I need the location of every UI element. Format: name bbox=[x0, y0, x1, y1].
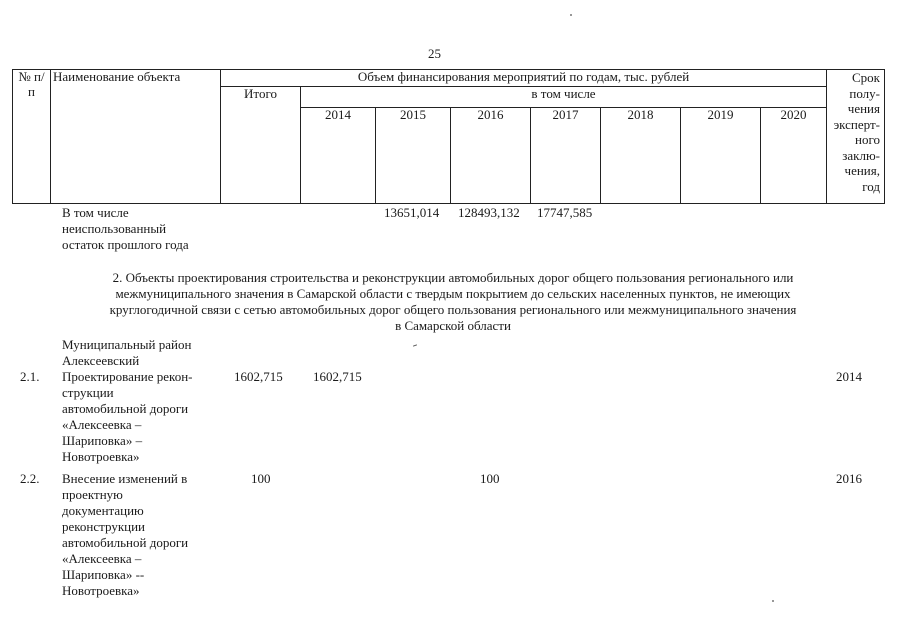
header-year-2018: 2018 bbox=[601, 108, 681, 204]
unused-remainder-label: В том числе неиспользованный остаток прошлого года bbox=[62, 205, 189, 252]
header-financing: Объем финансирования мероприятий по годам, тыс. рублей bbox=[221, 70, 827, 87]
row-num: 2.2. bbox=[20, 471, 40, 486]
scan-mark bbox=[413, 344, 417, 346]
header-num: № п/п bbox=[13, 70, 51, 204]
header-table bbox=[12, 69, 885, 204]
header-year-2016: 2016 bbox=[451, 108, 531, 204]
header-year-2014: 2014 bbox=[301, 108, 376, 204]
row-name: Проектирование рекон- струкции автомобильной дороги «Алексеевка – Шариповка» – Новотроевка» bbox=[62, 369, 193, 464]
row-value-2016: 100 bbox=[480, 471, 500, 486]
row-total: 1602,715 bbox=[234, 369, 283, 384]
district-label: Муниципальный район Алексеевский bbox=[62, 337, 192, 368]
scan-speck bbox=[570, 14, 572, 16]
unused-remainder-2017: 17747,585 bbox=[537, 205, 593, 220]
row-total: 100 bbox=[251, 471, 271, 486]
row-deadline: 2014 bbox=[836, 369, 862, 384]
header-deadline: Срок полу- чения эксперт- ного заклю- чения, год bbox=[827, 70, 885, 204]
row-name: Внесение изменений в проектную документацию реконструкции автомобильной дороги «Алексеевка – Шариповка» -- Новотроевка» bbox=[62, 471, 189, 598]
row-deadline: 2016 bbox=[836, 471, 862, 486]
unused-remainder-2015: 13651,014 bbox=[384, 205, 440, 220]
row-num: 2.1. bbox=[20, 369, 40, 384]
unused-remainder-2016: 128493,132 bbox=[458, 205, 520, 220]
row-value-2014: 1602,715 bbox=[313, 369, 362, 384]
header-year-2019: 2019 bbox=[681, 108, 761, 204]
header-total: Итого bbox=[221, 87, 301, 204]
header-year-2020: 2020 bbox=[761, 108, 827, 204]
section-title: 2. Объекты проектирования строительства и реконструкции автомобильных дорог общего пользования регионального или межмуниципального значения в Самарской области с твердым покрытием до сельских населенных пунктов, не имеющих круглогодичной связи с сетью автомобильных дорог общего пользования регионального или межмуниципального значения в Самарской области bbox=[109, 270, 797, 333]
header-including: в том числе bbox=[301, 87, 827, 108]
header-year-2015: 2015 bbox=[376, 108, 451, 204]
header-year-2017: 2017 bbox=[531, 108, 601, 204]
header-name: Наименование объекта bbox=[51, 70, 221, 204]
scan-speck bbox=[772, 600, 774, 602]
page-number: 25 bbox=[428, 46, 441, 61]
